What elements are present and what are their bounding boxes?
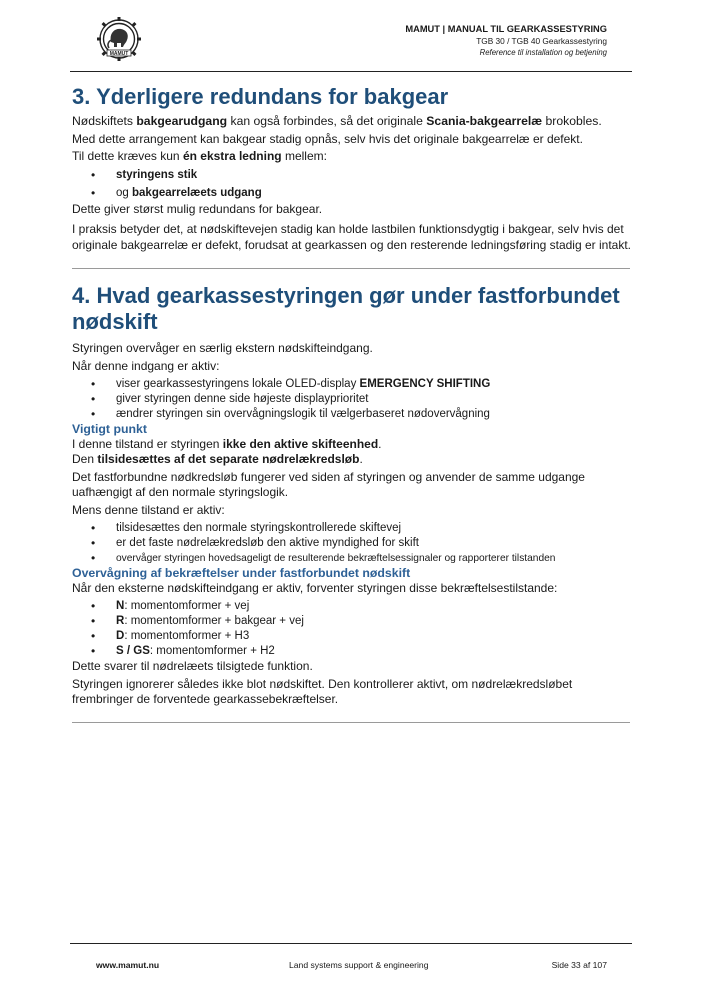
manual-reference: Reference til installation og betjening [479, 48, 607, 57]
section-3-heading: 3. Yderligere redundans for bakgear [72, 84, 449, 109]
section-3-paragraph-1: Nødskiftets bakgearudgang kan også forbindes, så det originale Scania-bakgearrelæ brokobles. [72, 114, 602, 128]
section-divider [72, 268, 630, 269]
list-item: • er det faste nødrelækredsløb den aktive myndighed for skift [72, 536, 634, 551]
list-item: • R: momentomformer + bakgear + vej [72, 614, 634, 629]
section-4-list-2 [72, 521, 634, 566]
section-4-list-1 [72, 377, 634, 422]
section-4-paragraph-3: I denne tilstand er styringen ikke den aktive skifteenhed. [72, 437, 382, 451]
header-divider [70, 71, 632, 72]
section-4-heading: 4. Hvad gearkassestyringen gør under fastforbundet nødskift [72, 283, 620, 334]
section-3-paragraph-4: Dette giver størst mulig redundans for bakgear. [72, 202, 323, 216]
section-4-paragraph-2: Når denne indgang er aktiv: [72, 359, 220, 373]
list-item: • N: momentomformer + vej [72, 599, 634, 614]
list-item: • styringens stik [72, 166, 634, 184]
mamut-logo [94, 16, 144, 62]
section-3-paragraph-2: Med dette arrangement kan bakgear stadig opnås, selv hvis det originale bakgearrelæ er defekt. [72, 132, 583, 146]
section-3-paragraph-5: I praksis betyder det, at nødskiftevejen stadig kan holde lastbilen funktionsdygtig i bakgear, selv hvis det originale bakgearrelæ er defekt, forudsat at gearkassen og den resterende ledningsføring stadig er intakt. [72, 222, 631, 252]
list-item: • og bakgearrelæets udgang [72, 184, 634, 202]
manual-subtitle: TGB 30 / TGB 40 Gearkassestyring [476, 35, 607, 46]
footer-tagline: Land systems support & engineering [289, 960, 429, 970]
section-4-paragraph-1: Styringen overvåger en særlig ekstern nødskifteindgang. [72, 341, 373, 355]
section-divider [72, 722, 630, 723]
section-4-paragraph-9: Styringen ignorerer således ikke blot nødskiftet. Den kontrollerer aktivt, om nødrelækredsløbet frembringer de forventede gearkassebekræftelser. [72, 677, 573, 706]
section-4-paragraph-5: Det fastforbundne nødkredsløb fungerer ved siden af styringen og anvender de samme udgange uafhængigt af den normale styringslogik. [72, 470, 585, 499]
list-item: • ændrer styringen sin overvågningslogik til vælgerbaseret nødovervågning [72, 407, 634, 422]
manual-title: MAMUT | MANUAL TIL GEARKASSESTYRING [405, 24, 607, 34]
footer-divider [70, 943, 632, 944]
page-number: Side 33 af 107 [551, 960, 607, 970]
list-item: • giver styringen denne side højeste displayprioritet [72, 392, 634, 407]
section-3-list [72, 166, 634, 202]
section-4-paragraph-7: Når den eksterne nødskifteindgang er aktiv, forventer styringen disse bekræftelsestilstande: [72, 581, 558, 595]
list-item: • D: momentomformer + H3 [72, 629, 634, 644]
section-4-paragraph-4: Den tilsidesættes af det separate nødrelækredsløb. [72, 452, 363, 466]
section-4-list-3 [72, 599, 634, 659]
list-item: • overvåger styringen hovedsageligt de resulterende bekræftelsessignaler og rapporterer tilstanden [72, 551, 634, 566]
page-content [72, 83, 634, 723]
section-4-paragraph-8: Dette svarer til nødrelæets tilsigtede funktion. [72, 659, 313, 673]
list-item: • S / GS: momentomformer + H2 [72, 644, 634, 659]
svg-text:MAMUT: MAMUT [109, 51, 129, 57]
list-item: • tilsidesættes den normale styringskontrollerede skiftevej [72, 521, 634, 536]
mamut-logo-icon [94, 16, 144, 62]
section-3-paragraph-3: Til dette kræves kun én ekstra ledning mellem: [72, 149, 327, 163]
page-header [405, 24, 607, 59]
list-item: • viser gearkassestyringens lokale OLED-display EMERGENCY SHIFTING [72, 377, 634, 392]
section-4-paragraph-6: Mens denne tilstand er aktiv: [72, 503, 225, 517]
subheading-vigtigt-punkt: Vigtigt punkt [72, 422, 147, 436]
subheading-overvaagning: Overvågning af bekræftelser under fastforbundet nødskift [72, 566, 411, 580]
footer-website-link[interactable]: www.mamut.nu [96, 960, 160, 970]
